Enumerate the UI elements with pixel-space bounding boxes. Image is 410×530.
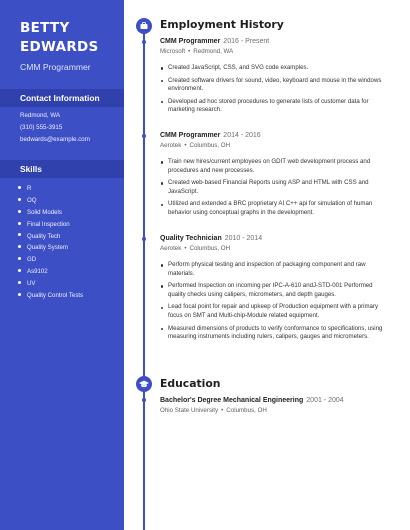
job-bullet: Perform physical testing and inspection of packaging component and raw materials. (160, 261, 390, 278)
skill-item: As9102 (18, 266, 83, 278)
skill-item: OQ (18, 195, 83, 207)
contact-location: Redmond, WA (20, 112, 61, 119)
education-degree: Bachelor's Degree Mechanical Engineering (160, 397, 304, 404)
job-bullet: Lead focal point for repair and upkeep of Production equipment with a primary focus on SMT and Multi-chip-Module related equipment. (160, 303, 390, 320)
job-entry: CMM Programmer 2016 - Present Microsoft • Redmond, WA Created JavaScript, CSS, and SVG code examples. Created software drivers for sound, video, keyboard and mouse in the windows environment. Developed ad hoc stored procedures to generate lists of customer data for marketing research. (160, 37, 390, 119)
job-position: Quality Technician (160, 235, 222, 242)
skill-item: Quality Tech (18, 231, 83, 243)
job-company: Aerotek (160, 245, 182, 252)
job-company: Microsoft (160, 48, 186, 55)
timeline-dot (142, 398, 146, 402)
timeline-line (143, 24, 145, 530)
job-entry: Quality Technician 2010 - 2014 Aerotek • Columbus, OH Perform physical testing and inspection of packaging component and raw materials. Performed Inspection on incoming per IPC-A-610 andJ-STD-001 Performed quality checks using calipers, micrometers, and depth gauges. Lead focal point for repair and upkeep of Production equipment with a primary focus on SMT and Multi-chip-Module related equipment. Measured dimensions of products to verify conformance to specifications, using measuring instruments including rulers, calipers, gauges and micrometers. (160, 234, 390, 346)
skill-item: Solid Models (18, 207, 83, 219)
timeline-dot (142, 40, 146, 44)
job-bullet: Created JavaScript, CSS, and SVG code examples. (160, 64, 390, 73)
job-company: Aerotek (160, 142, 182, 149)
skill-item: UV (18, 278, 83, 290)
sidebar (0, 0, 124, 530)
timeline-dot (142, 134, 146, 138)
job-position: CMM Programmer (160, 132, 221, 139)
job-dates: 2014 - 2016 (223, 132, 261, 139)
job-entry: CMM Programmer 2014 - 2016 Aerotek • Columbus, OH Train new hires/current employees on GDIT web development process and procedures and new processes. Created web-based Financial Reports using ASP and HTML with CSS and JavaScript. Utilized and extended a BRC proprietary AI C++ api for simulation of human behavior using conceptual graphs in the development. (160, 131, 390, 222)
timeline-dot (142, 237, 146, 241)
skill-item: Quality System (18, 242, 83, 254)
job-bullet: Created web-based Financial Reports using ASP and HTML with CSS and JavaScript. (160, 179, 390, 196)
education-dates: 2001 - 2004 (306, 397, 344, 404)
education-school: Ohio State University (160, 407, 219, 414)
briefcase-icon (136, 18, 152, 34)
contact-phone: (310) 555-3915 (20, 124, 63, 131)
skill-item: Final Inspection (18, 219, 83, 231)
graduation-cap-icon (136, 376, 152, 392)
job-location: Columbus, OH (189, 245, 231, 252)
job-position: CMM Programmer (160, 38, 221, 45)
job-bullet: Utilized and extended a BRC proprietary AI C++ api for simulation of human behavior using conceptual graphs in the development. (160, 200, 390, 217)
job-bullet: Measured dimensions of products to verify conformance to specifications, using measuring instruments including rulers, calipers, gauges and micrometers. (160, 325, 390, 342)
education-location: Columbus, OH (226, 407, 267, 414)
job-bullet: Created software drivers for sound, video, keyboard and mouse in the windows environment. (160, 77, 390, 94)
candidate-name (20, 19, 99, 57)
job-bullets (160, 64, 390, 115)
first-name: BETTY (20, 20, 70, 36)
job-dates: 2016 - Present (223, 38, 270, 45)
job-dates: 2010 - 2014 (224, 235, 263, 242)
job-bullet: Performed Inspection on incoming per IPC-A-610 andJ-STD-001 Performed quality checks using calipers, micrometers, and depth gauges. (160, 282, 390, 299)
job-title: CMM Programmer (20, 62, 91, 72)
contact-heading: Contact Information (0, 89, 124, 107)
skill-item: Quality Control Tests (18, 290, 83, 302)
employment-heading: Employment History (160, 18, 284, 31)
job-bullet: Train new hires/current employees on GDIT web development process and procedures and new processes. (160, 158, 390, 175)
skill-item: GD (18, 254, 83, 266)
education-heading: Education (160, 377, 221, 390)
education-entry: Bachelor's Degree Mechanical Engineering 2001 - 2004 Ohio State University • Columbus, OH (160, 397, 344, 414)
contact-email[interactable]: bedwards@example.com (20, 136, 90, 143)
skills-heading: Skills (0, 160, 124, 178)
job-bullets (160, 158, 390, 218)
last-name: EDWARDS (20, 39, 99, 55)
job-location: Columbus, OH (189, 142, 231, 149)
skills-list (18, 183, 83, 302)
skill-item: R (18, 183, 83, 195)
job-location: Redmond, WA (193, 48, 234, 55)
job-bullets (160, 261, 390, 342)
job-bullet: Developed ad hoc stored procedures to generate lists of customer data for marketing research. (160, 98, 390, 115)
